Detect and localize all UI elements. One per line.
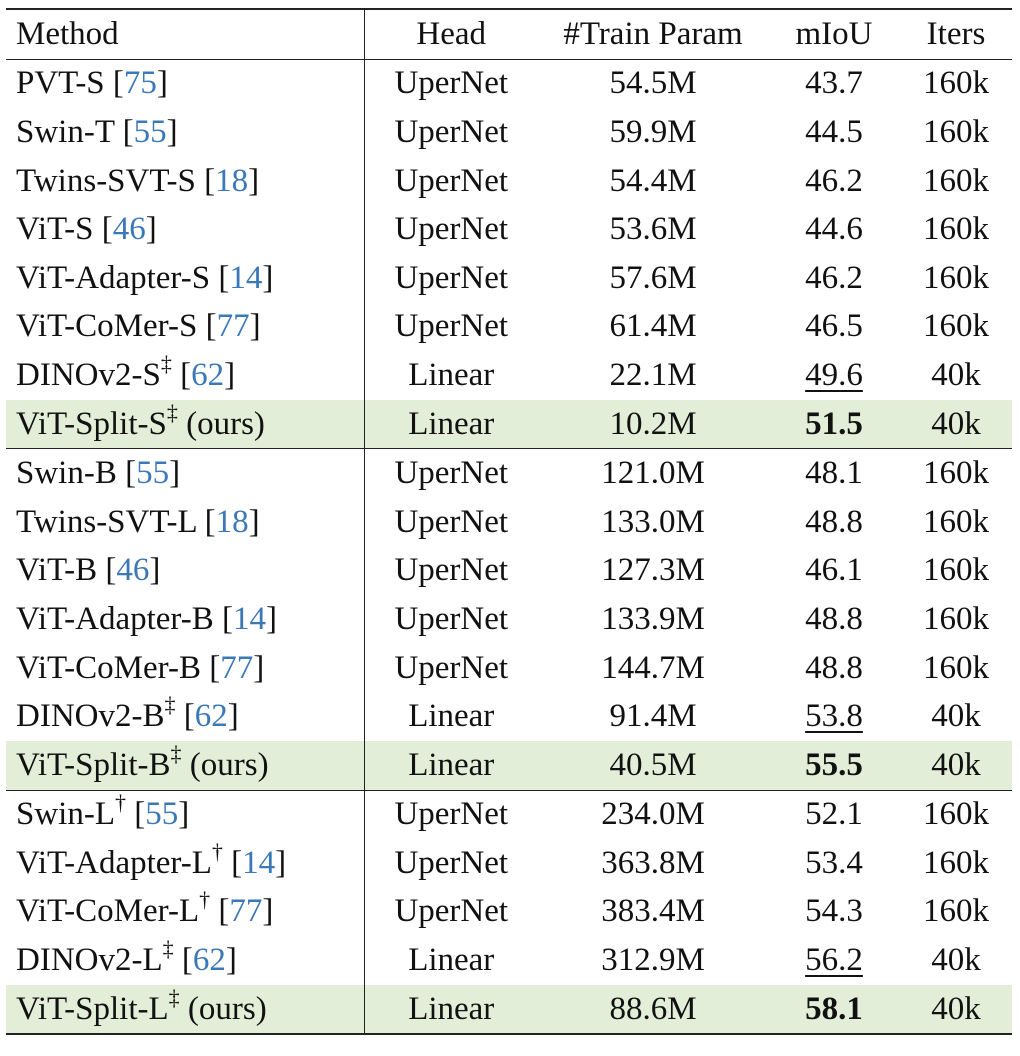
method-cell [6,254,364,303]
method-cell [6,790,364,839]
head-cell: UperNet [394,649,509,686]
train-param-cell: 133.9M [601,600,705,637]
table-row [6,888,1012,937]
method-marker: † [115,790,126,816]
method-name: DINOv2-L [16,942,163,979]
miou-cell [768,741,900,790]
miou-value-best: 55.5 [805,746,863,783]
citation-close-bracket: ] [253,649,265,686]
citation-close-bracket: ] [248,503,260,540]
citation-open-bracket: [ [101,211,113,248]
citation-close-bracket: ] [249,308,261,345]
miou-value: 46.5 [805,308,863,345]
table-row [6,351,1012,400]
citation-open-bracket: [ [218,259,230,296]
header-train-param: #Train Param [563,15,743,52]
citation-close-bracket: ] [178,796,190,833]
head-cell: UperNet [394,844,509,881]
method-name: ViT-Split-S [16,405,167,442]
miou-cell [768,547,900,596]
method-marker: † [211,838,223,864]
citation-close-bracket: ] [227,698,239,735]
citation-open-bracket: [ [180,356,192,393]
method-cell [6,985,364,1035]
iters-cell: 40k [900,741,1012,790]
method-cell [6,888,364,937]
method-cell [6,498,364,547]
train-param-cell: 53.6M [609,211,697,248]
miou-cell [768,595,900,644]
head-cell: UperNet [394,162,509,199]
citation-open-bracket: [ [134,796,146,833]
table-group [6,790,1012,1034]
citation-link[interactable]: 77 [229,893,263,930]
miou-cell [768,254,900,303]
miou-value: 54.3 [805,893,863,930]
results-table-container [6,8,1012,1035]
train-param-cell: 10.2M [538,400,768,449]
head-cell: UperNet [394,455,509,492]
train-param-cell: 121.0M [601,455,705,492]
miou-value: 53.4 [805,844,863,881]
citation-link[interactable]: 18 [215,162,249,199]
head-cell: Linear [408,698,495,735]
citation-close-bracket: ] [149,552,161,589]
citation-close-bracket: ] [145,211,157,248]
iters-cell: 40k [931,698,981,735]
table-row [6,157,1012,206]
miou-value-second: 53.8 [805,698,863,735]
citation-open-bracket: [ [204,162,216,199]
miou-value: 44.5 [805,113,863,150]
miou-cell [768,985,900,1035]
citation-open-bracket: [ [205,308,217,345]
header-head: Head [416,15,487,52]
citation-open-bracket: [ [183,698,195,735]
train-param-cell: 127.3M [601,552,705,589]
citation-link[interactable]: 14 [242,844,276,881]
table-row [6,936,1012,985]
citation-link[interactable]: 18 [215,503,249,540]
table-header [6,9,1012,59]
iters-cell: 160k [923,308,989,345]
citation-link[interactable]: 75 [123,65,157,102]
head-cell: Linear [408,356,495,393]
header-iters: Iters [926,15,986,52]
train-param-cell: 312.9M [601,942,705,979]
method-cell [6,595,364,644]
head-cell: UperNet [394,893,509,930]
miou-cell [768,59,900,108]
head-cell: Linear [364,400,538,449]
train-param-cell: 40.5M [538,741,768,790]
miou-cell [768,790,900,839]
citation-open-bracket: [ [209,649,221,686]
method-cell [6,839,364,888]
citation-close-bracket: ] [166,113,178,150]
table-row [6,254,1012,303]
miou-cell [768,205,900,254]
method-cell [6,351,364,400]
method-cell [6,59,364,108]
method-name: ViT-CoMer-S [16,308,198,345]
iters-cell: 160k [923,455,989,492]
method-name: Swin-L [16,796,115,833]
header-miou: mIoU [795,15,873,52]
table-row [6,449,1012,498]
method-name: ViT-Adapter-B [16,600,214,637]
miou-value: 48.8 [805,649,863,686]
train-param-cell: 22.1M [609,356,697,393]
iters-cell: 160k [923,893,989,930]
train-param-cell: 54.4M [609,162,697,199]
citation-close-bracket: ] [248,162,260,199]
miou-cell [768,888,900,937]
head-cell: Linear [364,985,538,1035]
iters-cell: 40k [900,400,1012,449]
iters-cell: 160k [923,211,989,248]
iters-cell: 160k [923,796,989,833]
citation-close-bracket: ] [224,356,236,393]
method-name: ViT-S [16,211,94,248]
citation-link[interactable]: 62 [192,942,226,979]
miou-value: 44.6 [805,211,863,248]
train-param-cell: 133.0M [601,503,705,540]
results-table [6,8,1012,1035]
head-cell: UperNet [394,211,509,248]
citation-link[interactable]: 55 [133,113,167,150]
iters-cell: 160k [923,600,989,637]
miou-value: 48.8 [805,600,863,637]
head-cell: Linear [364,741,538,790]
table-row-ours [6,400,1012,449]
method-name: PVT-S [16,65,105,102]
method-marker: ‡ [168,984,180,1010]
table-group [6,449,1012,790]
head-cell: UperNet [394,600,509,637]
ours-label: (ours) [186,405,265,442]
method-cell [6,741,364,790]
table-row-ours [6,741,1012,790]
citation-open-bracket: [ [222,600,234,637]
table-row [6,595,1012,644]
iters-cell: 160k [923,552,989,589]
table-row [6,303,1012,352]
citation-link[interactable]: 14 [229,259,263,296]
head-cell: UperNet [394,308,509,345]
method-marker: ‡ [160,350,172,376]
head-cell: UperNet [394,796,509,833]
head-cell: UperNet [394,65,509,102]
miou-cell [768,498,900,547]
miou-cell [768,936,900,985]
method-name: ViT-Adapter-L [16,844,212,881]
citation-link[interactable]: 46 [112,211,146,248]
method-name: Swin-B [16,455,117,492]
iters-cell: 160k [923,162,989,199]
miou-cell [768,692,900,741]
miou-value-second: 49.6 [805,356,863,393]
citation-link[interactable]: 77 [220,649,254,686]
citation-open-bracket: [ [125,455,137,492]
method-cell [6,936,364,985]
miou-value: 46.2 [805,162,863,199]
table-row [6,498,1012,547]
train-param-cell: 383.4M [601,893,705,930]
miou-cell [768,400,900,449]
citation-open-bracket: [ [105,552,117,589]
iters-cell: 40k [931,356,981,393]
miou-cell [768,108,900,157]
head-cell: UperNet [394,113,509,150]
citation-open-bracket: [ [122,113,134,150]
train-param-cell: 57.6M [609,259,697,296]
citation-close-bracket: ] [262,259,274,296]
method-name: ViT-CoMer-B [16,649,201,686]
miou-value: 52.1 [805,796,863,833]
train-param-cell: 88.6M [538,985,768,1035]
miou-value: 48.8 [805,503,863,540]
method-cell [6,108,364,157]
table-row [6,108,1012,157]
miou-value: 46.1 [805,552,863,589]
method-cell [6,449,364,498]
miou-cell [768,839,900,888]
miou-cell [768,157,900,206]
ours-label: (ours) [189,746,269,783]
method-marker: † [199,887,211,913]
method-cell [6,205,364,254]
citation-link[interactable]: 77 [216,308,250,345]
citation-open-bracket: [ [204,503,216,540]
method-marker: ‡ [164,692,176,718]
table-row [6,644,1012,693]
miou-value-best: 58.1 [805,990,863,1027]
method-name: ViT-CoMer-L [16,893,200,930]
ours-label: (ours) [187,990,267,1027]
citation-close-bracket: ] [169,455,181,492]
citation-link[interactable]: 46 [116,552,150,589]
citation-link[interactable]: 55 [145,796,179,833]
train-param-cell: 234.0M [601,796,705,833]
iters-cell: 160k [923,259,989,296]
iters-cell: 160k [923,113,989,150]
citation-open-bracket: [ [181,942,193,979]
table-row [6,839,1012,888]
miou-value-best: 51.5 [805,405,863,442]
miou-value: 48.1 [805,455,863,492]
citation-close-bracket: ] [156,65,168,102]
method-cell [6,157,364,206]
table-row-ours [6,985,1012,1035]
citation-close-bracket: ] [225,942,237,979]
train-param-cell: 59.9M [609,113,697,150]
iters-cell: 160k [923,844,989,881]
method-marker: ‡ [162,936,174,962]
method-cell [6,692,364,741]
head-cell: UperNet [394,503,509,540]
iters-cell: 160k [923,649,989,686]
table-row [6,692,1012,741]
train-param-cell: 54.5M [609,65,697,102]
method-marker: ‡ [166,399,178,425]
header-row [6,9,1012,59]
method-name: ViT-Split-L [16,990,169,1027]
miou-cell [768,303,900,352]
header-method: Method [6,9,364,59]
train-param-cell: 61.4M [609,308,697,345]
iters-cell: 160k [923,503,989,540]
method-name: DINOv2-S [16,356,161,393]
head-cell: Linear [408,942,495,979]
method-name: Swin-T [16,113,115,150]
table-row [6,790,1012,839]
method-name: ViT-Split-B [16,746,171,783]
citation-link[interactable]: 55 [136,455,170,492]
table-row [6,59,1012,108]
table-group [6,59,1012,449]
method-cell [6,303,364,352]
table-row [6,547,1012,596]
head-cell: UperNet [394,552,509,589]
citation-close-bracket: ] [275,844,287,881]
method-cell [6,547,364,596]
citation-link[interactable]: 14 [233,600,267,637]
method-cell [6,400,364,449]
miou-value-second: 56.2 [805,942,863,979]
train-param-cell: 363.8M [601,844,705,881]
method-name: ViT-B [16,552,98,589]
miou-cell [768,351,900,400]
miou-cell [768,644,900,693]
table-row [6,205,1012,254]
method-name: ViT-Adapter-S [16,259,211,296]
miou-value: 43.7 [805,65,863,102]
miou-value: 46.2 [805,259,863,296]
citation-open-bracket: [ [231,844,243,881]
citation-link[interactable]: 62 [191,356,225,393]
head-cell: UperNet [394,259,509,296]
citation-open-bracket: [ [218,893,230,930]
iters-cell: 40k [931,942,981,979]
iters-cell: 160k [923,65,989,102]
citation-close-bracket: ] [262,893,274,930]
method-name: DINOv2-B [16,698,165,735]
citation-close-bracket: ] [266,600,278,637]
method-cell [6,644,364,693]
method-name: Twins-SVT-S [16,162,196,199]
method-name: Twins-SVT-L [16,503,197,540]
miou-cell [768,449,900,498]
iters-cell: 40k [900,985,1012,1035]
citation-link[interactable]: 62 [194,698,228,735]
train-param-cell: 144.7M [601,649,705,686]
method-marker: ‡ [170,740,182,766]
train-param-cell: 91.4M [609,698,697,735]
citation-open-bracket: [ [112,65,124,102]
